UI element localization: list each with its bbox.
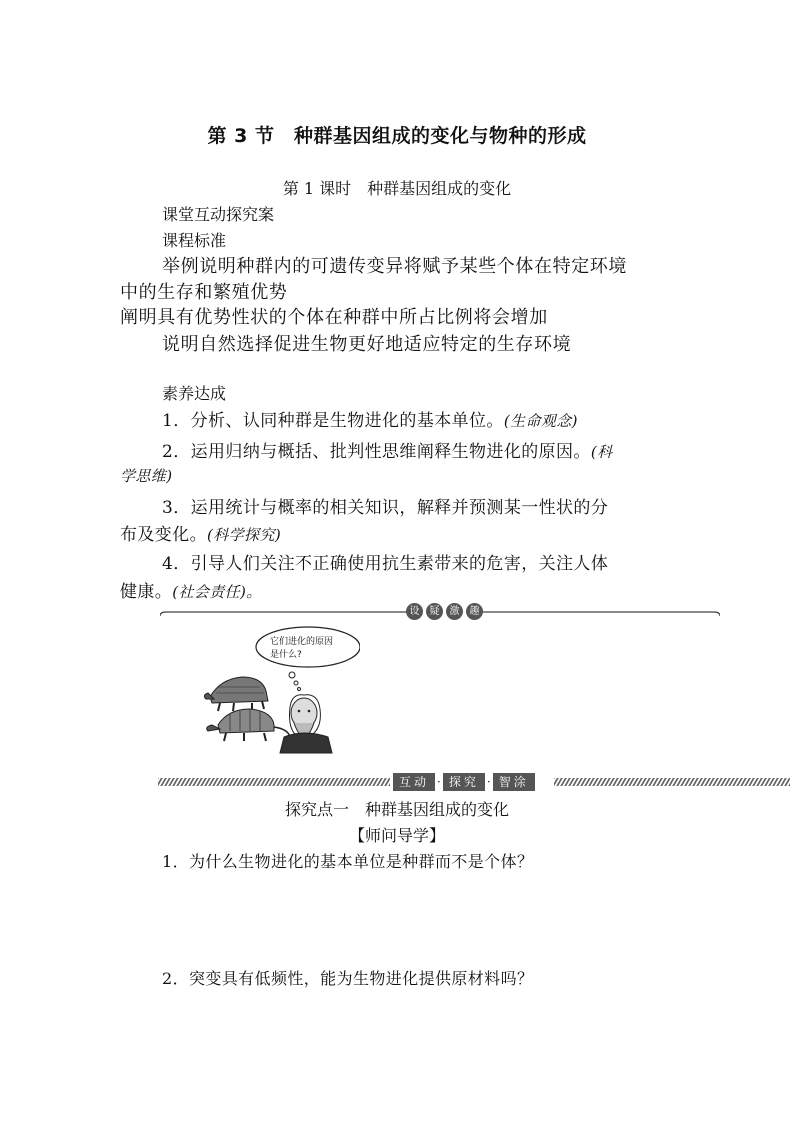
bubble-line-2: 是什么?: [270, 650, 302, 660]
objective-line-5: 布及变化。(科学探究): [120, 525, 282, 545]
standard-line-3: 阐明具有优势性状的个体在种群中所占比例将会增加: [120, 307, 548, 328]
objective-line-4: 3．运用统计与概率的相关知识，解释并预测某一性状的分: [162, 498, 609, 518]
banner2-segment: 探究: [443, 773, 485, 791]
banner1-char: 设: [406, 603, 423, 620]
banner2-segment: 互动: [393, 773, 435, 791]
objective-line-2: 2．运用归纳与概括、批判性思维阐释生物进化的原因。(科: [162, 442, 613, 462]
literacy-label: 素养达成: [162, 384, 227, 403]
page-title: 第 3 节 种群基因组成的变化与物种的形成: [207, 125, 587, 147]
objective-line-3: 学思维): [120, 467, 173, 485]
standard-line-1: 举例说明种群内的可遗传变异将赋予某些个体在特定环境: [162, 256, 627, 277]
armadillo-scientist-illustration: [200, 625, 360, 755]
objective-line-6: 4．引导人们关注不正确使用抗生素带来的危害，关注人体: [162, 554, 609, 574]
lesson-subtitle: 第 1 课时 种群基因组成的变化: [282, 179, 512, 198]
standard-line-2: 中的生存和繁殖优势: [120, 282, 288, 303]
question-2: 2．突变具有低频性，能为生物进化提供原材料吗？: [162, 969, 534, 988]
banner1-char: 趣: [466, 603, 483, 620]
banner2-segment: 智涂: [493, 773, 535, 791]
case-label: 课堂互动探究案: [162, 205, 275, 224]
banner1-char: 激: [446, 603, 463, 620]
banner1-char: 疑: [426, 603, 443, 620]
guide-label: 【师问导学】: [348, 826, 445, 845]
separator-dot: ·: [486, 775, 491, 789]
separator-dot: ·: [437, 775, 441, 789]
question-1: 1．为什么生物进化的基本单位是种群而不是个体？: [162, 852, 534, 871]
section-title: 探究点一 种群基因组成的变化: [284, 800, 509, 819]
bubble-line-1: 它们进化的原因: [270, 637, 334, 647]
standard-line-4: 说明自然选择促进生物更好地适应特定的生存环境: [162, 334, 572, 355]
objective-line-1: 1．分析、认同种群是生物进化的基本单位。(生命观念): [162, 411, 578, 431]
banner-badge-2: [393, 773, 535, 791]
objective-line-7: 健康。(社会责任)。: [120, 582, 262, 602]
standard-label: 课程标准: [162, 231, 227, 250]
banner-badge-1: [406, 603, 483, 620]
